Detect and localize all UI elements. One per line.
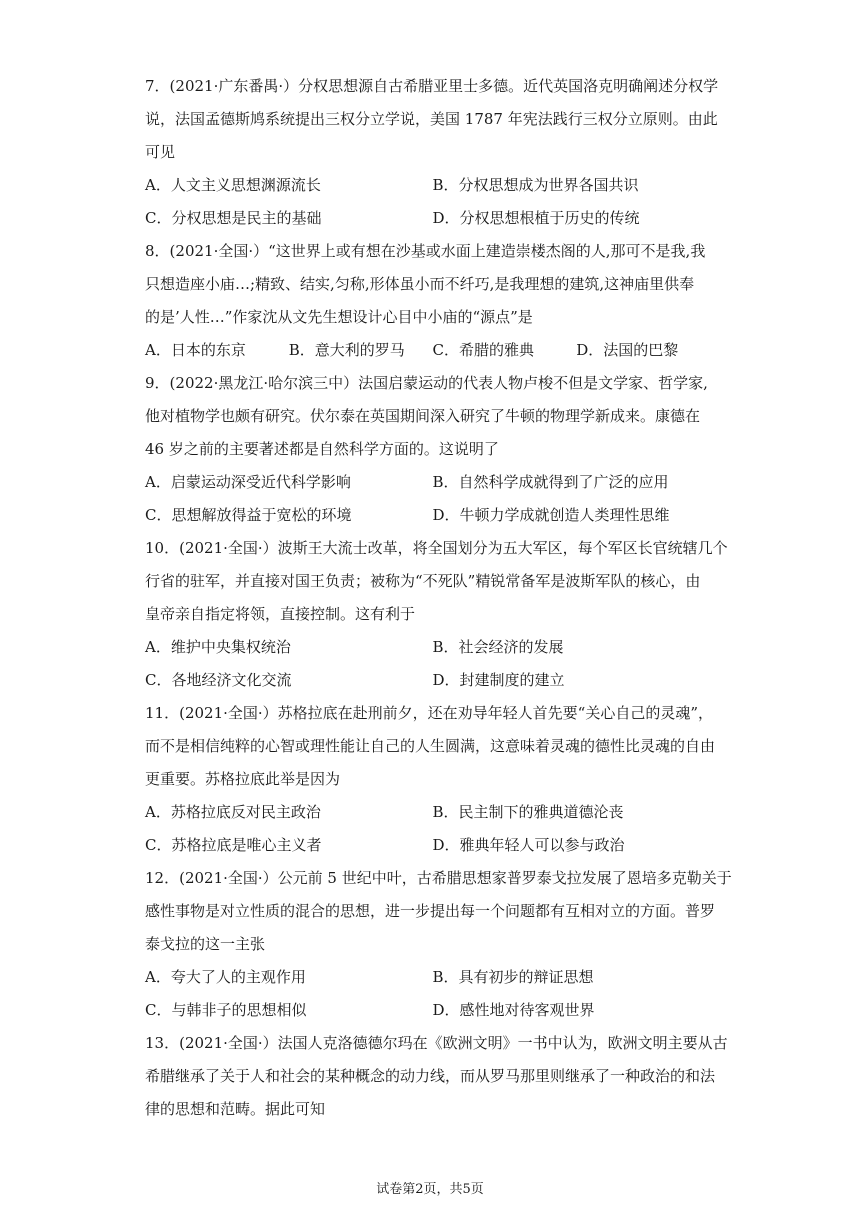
question-stem-line: 10．(2021·全国·）波斯王大流士改革，将全国划分为五大军区，每个军区长官统辖几个: [145, 539, 728, 557]
option-b: B．意大利的罗马: [288, 341, 405, 359]
question-7: [145, 70, 720, 235]
option-a: A．苏格拉底反对民主政治: [145, 803, 321, 821]
question-stem-line: 说，法国孟德斯鸠系统提出三权分立学说，美国 1787 年宪法践行三权分立原则。由此: [145, 110, 718, 128]
option-c: C．希腊的雅典: [432, 341, 534, 359]
question-stem-line: 可见: [145, 143, 176, 161]
page-footer: 试卷第2页，共5页: [376, 1182, 484, 1197]
option-b: B．自然科学成就得到了广泛的应用: [432, 473, 669, 491]
option-c: C．苏格拉底是唯心主义者: [145, 836, 322, 854]
option-c: C．与韩非子的思想相似: [145, 1001, 307, 1019]
options-row: [145, 961, 720, 994]
option-d: D．雅典年轻人可以参与政治: [432, 836, 625, 854]
options-row: [145, 466, 720, 499]
option-d: D．封建制度的建立: [432, 671, 565, 689]
question-stem-line: 12．(2021·全国·）公元前 5 世纪中叶，古希腊思想家普罗泰戈拉发展了恩培多克勒关于: [145, 869, 732, 887]
question-stem-line: 的是’人性…”作家沈从文先生想设计心目中小庙的“源点”是: [145, 308, 533, 326]
question-stem-line: 更重要。苏格拉底此举是因为: [145, 770, 341, 788]
option-d: D．法国的巴黎: [576, 341, 679, 359]
question-stem-line: 只想造座小庙…;精致、结实,匀称,形体虽小而不纤巧,是我理想的建筑,这神庙里供奉: [145, 275, 695, 293]
options-row: [145, 631, 720, 664]
option-b: B．民主制下的雅典道德沦丧: [432, 803, 624, 821]
question-stem-line: 皇帝亲自指定将领，直接控制。这有利于: [145, 605, 416, 623]
question-12: [145, 862, 732, 1027]
option-a: A．启蒙运动深受近代科学影响: [145, 473, 351, 491]
option-a: A．夸大了人的主观作用: [145, 968, 306, 986]
question-stem-line: 8．(2021·全国·）“这世界上或有想在沙基或水面上建造崇楼杰阁的人,那可不是我,我: [145, 242, 706, 260]
option-b: B．分权思想成为世界各国共识: [432, 176, 639, 194]
option-a: A．日本的东京: [145, 341, 246, 359]
option-a: A．人文主义思想渊源流长: [145, 176, 321, 194]
question-stem-line: 而不是相信纯粹的心智或理性能让自己的人生圆满，这意味着灵魂的德性比灵魂的自由: [145, 737, 716, 755]
question-9: [145, 367, 720, 532]
option-d: D．分权思想根植于历史的传统: [432, 209, 640, 227]
options-row: [145, 499, 720, 532]
question-13: [145, 1027, 728, 1126]
question-stem-line: 46 岁之前的主要著述都是自然科学方面的。这说明了: [145, 440, 499, 458]
options-row: [145, 664, 720, 697]
option-c: C．思想解放得益于宽松的环境: [145, 506, 352, 524]
option-d: D．牛顿力学成就创造人类理性思维: [432, 506, 670, 524]
option-a: A．维护中央集权统治: [145, 638, 291, 656]
question-stem-line: 7．(2021·广东番禺·）分权思想源自古希腊亚里士多德。近代英国洛克明确阐述分权学: [145, 77, 719, 95]
options-row: [145, 334, 720, 367]
question-stem-line: 泰戈拉的这一主张: [145, 935, 266, 953]
question-stem-line: 11．(2021·全国·）苏格拉底在赴刑前夕，还在劝导年轻人首先要“关心自己的灵魂”，: [145, 704, 713, 722]
option-b: B．社会经济的发展: [432, 638, 564, 656]
options-row: [145, 169, 720, 202]
question-stem-line: 希腊继承了关于人和社会的某种概念的动力线，而从罗马那里则继承了一种政治的和法: [145, 1067, 716, 1085]
option-d: D．感性地对待客观世界: [432, 1001, 595, 1019]
question-10: [145, 532, 728, 697]
question-stem-line: 律的思想和范畴。据此可知: [145, 1100, 326, 1118]
options-row: [145, 829, 720, 862]
option-b: B．具有初步的辩证思想: [432, 968, 594, 986]
question-stem-line: 13．(2021·全国·）法国人克洛德德尔玛在《欧洲文明》一书中认为，欧洲文明主要从古: [145, 1034, 728, 1052]
question-stem-line: 9．(2022·黑龙江·哈尔滨三中）法国启蒙运动的代表人物卢梭不但是文学家、哲学家,: [145, 374, 708, 392]
question-11: [145, 697, 720, 862]
questions-container: [145, 70, 732, 1126]
options-row: [145, 796, 720, 829]
option-c: C．各地经济文化交流: [145, 671, 292, 689]
options-row: [145, 202, 720, 235]
question-stem-line: 他对植物学也颇有研究。伏尔泰在英国期间深入研究了牛顿的物理学新成来。康德在: [145, 407, 701, 425]
question-stem-line: 感性事物是对立性质的混合的思想，进一步提出每一个问题都有互相对立的方面。普罗: [145, 902, 716, 920]
question-8: [145, 235, 720, 367]
option-c: C．分权思想是民主的基础: [145, 209, 322, 227]
options-row: [145, 994, 720, 1027]
question-stem-line: 行省的驻军，并直接对国王负责；被称为“不死队”精锐常备军是波斯军队的核心，由: [145, 572, 701, 590]
